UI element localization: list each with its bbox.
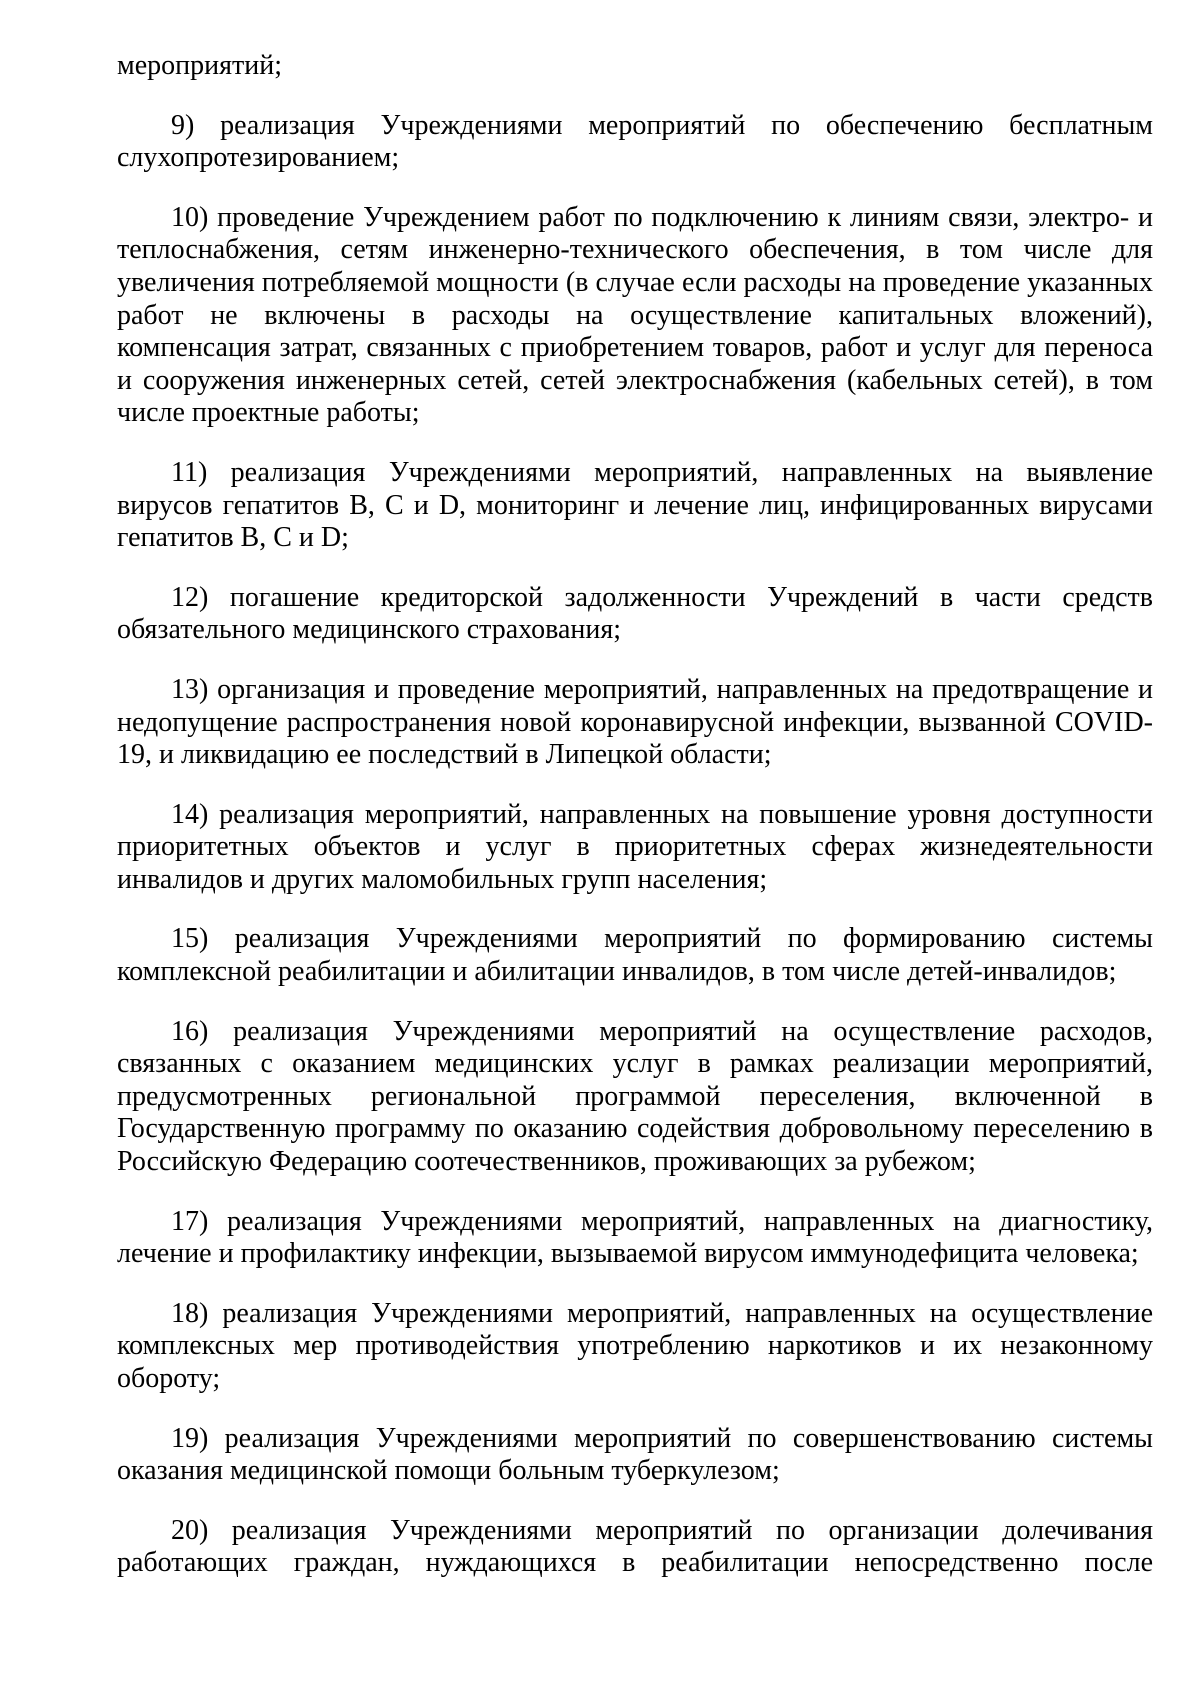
list-item-13: 13) организация и проведение мероприятий, направленных на предотвращение и недопущение распространения новой коронавирусной инфекции, вызванной COVID-19, и ликвидацию ее последствий в Липецкой области;: [117, 673, 1153, 771]
continuation-text: мероприятий;: [117, 50, 282, 81]
list-item-16: 16) реализация Учреждениями мероприятий на осуществление расходов, связанных с оказанием медицинских услуг в рамках реализации мероприятий, предусмотренных региональной программой переселения, включенной в Государственную программу по оказанию содействия добровольному переселению в Российскую Федерацию соотечественников, проживающих за рубежом;: [117, 1015, 1153, 1178]
list-item-14: 14) реализация мероприятий, направленных на повышение уровня доступности приоритетных объектов и услуг в приоритетных сферах жизнедеятельности инвалидов и других маломобильных групп населения;: [117, 798, 1153, 895]
list-item-15: 15) реализация Учреждениями мероприятий по формированию системы комплексной реабилитации и абилитации инвалидов, в том числе детей-инвалидов;: [117, 923, 1153, 988]
list-item-10: 10) проведение Учреждением работ по подключению к линиям связи, электро- и теплоснабжения, сетям инженерно-технического обеспечения, в том числе для увеличения потребляемой мощности (в случае если расходы на проведение указанных работ не включены в расходы на осуществление капитальных вложений), компенсация затрат, связанных с приобретением товаров, работ и услуг для переноса и сооружения инженерных сетей, сетей электроснабжения (кабельных сетей), в том числе проектные работы;: [117, 201, 1153, 429]
list-item-18: 18) реализация Учреждениями мероприятий, направленных на осуществление комплексных мер противодействия употреблению наркотиков и их незаконному обороту;: [117, 1297, 1153, 1394]
list-item-19: 19) реализация Учреждениями мероприятий по совершенствованию системы оказания медицинской помощи больным туберкулезом;: [117, 1422, 1153, 1487]
list-item-9: 9) реализация Учреждениями мероприятий по обеспечению бесплатным слухопротезированием;: [117, 109, 1153, 174]
list-item-11: 11) реализация Учреждениями мероприятий, направленных на выявление вирусов гепатитов B, C и D, мониторинг и лечение лиц, инфицированных вирусами гепатитов B, C и D;: [117, 456, 1153, 554]
list-item-12: 12) погашение кредиторской задолженности Учреждений в части средств обязательного медицинского страхования;: [117, 581, 1153, 646]
document-page: [117, 50, 1153, 1580]
list-item-20: 20) реализация Учреждениями мероприятий по организации долечивания работающих граждан, нуждающихся в реабилитации непосредственно после: [117, 1514, 1153, 1579]
list-item-17: 17) реализация Учреждениями мероприятий, направленных на диагностику, лечение и профилактику инфекции, вызываемой вирусом иммунодефицита человека;: [117, 1205, 1153, 1270]
